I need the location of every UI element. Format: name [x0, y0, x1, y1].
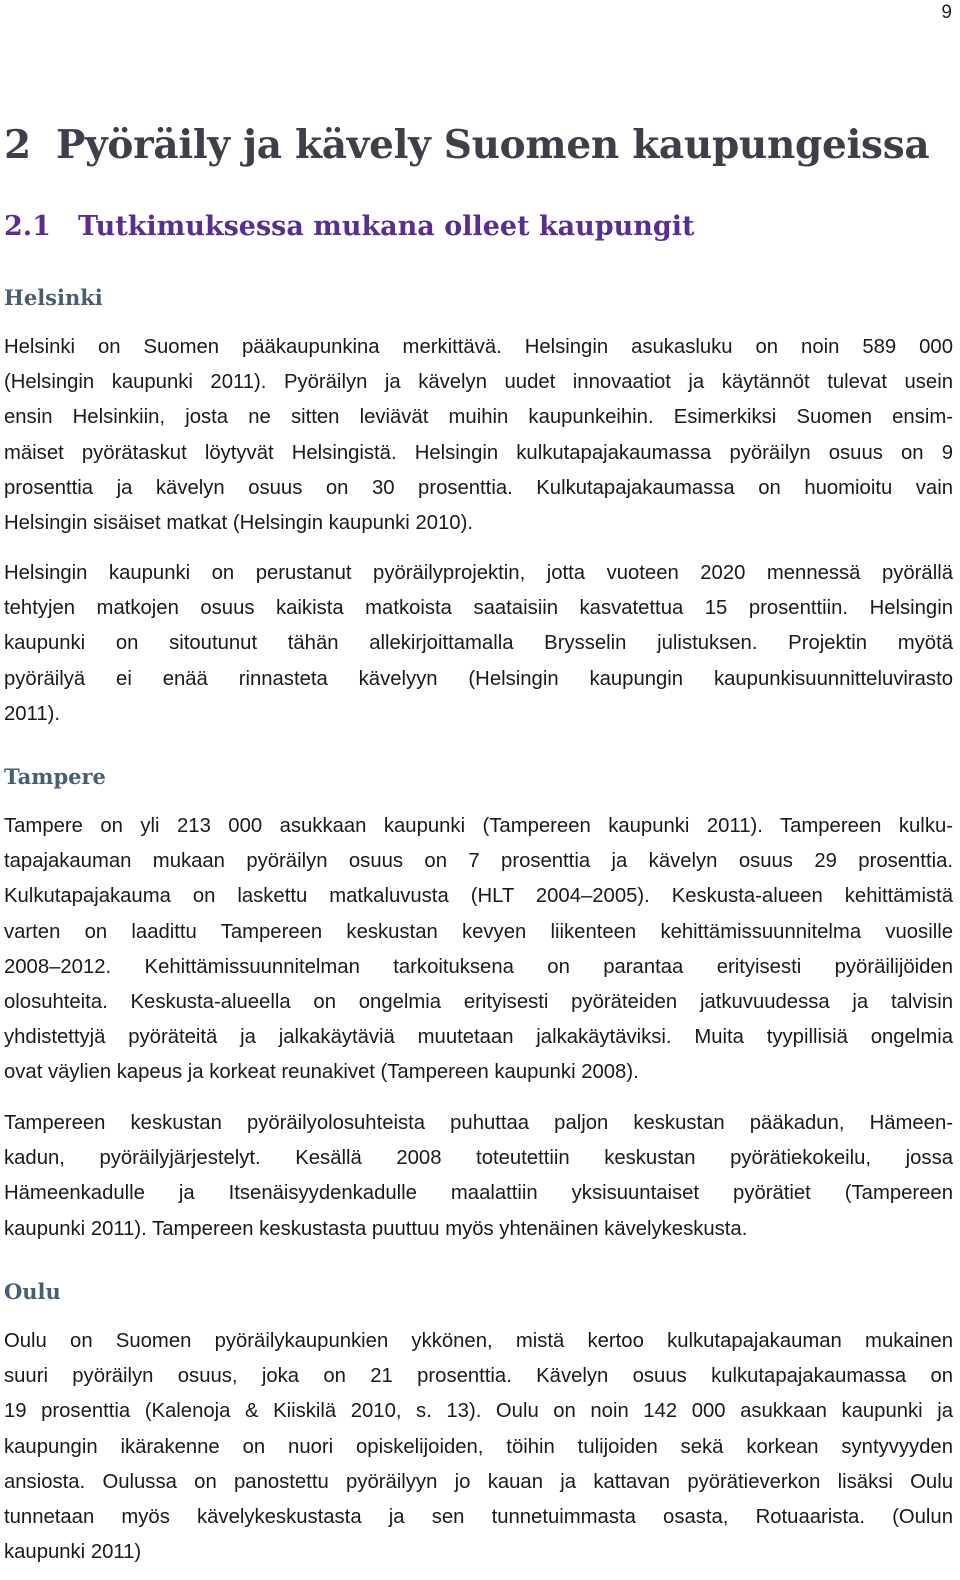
chapter-number: 2 [4, 122, 31, 168]
tampere-paragraph-2 [4, 1106, 953, 1247]
text-line: varten on laadittu Tampereen keskustan kevyen liikenteen kehittämissuunnitelma vuosille [4, 920, 953, 943]
oulu-heading: Oulu [4, 1279, 61, 1304]
text-line: olosuhteita. Keskusta-alueella on ongelmia erityisesti pyöräteiden jatkuvuudessa ja talvisin [4, 991, 953, 1014]
text-line: (Helsingin kaupunki 2011). Pyöräilyn ja kävelyn uudet innovaatiot ja käytännöt tulevat usein [4, 371, 953, 394]
section-heading [4, 211, 695, 242]
text-line: suuri pyöräilyn osuus, joka on 21 prosenttia. Kävelyn osuus kulkutapajakaumassa on [4, 1365, 953, 1388]
text-line: Kulkutapajakauma on laskettu matkaluvusta (HLT 2004–2005). Keskusta-alueen kehittämistä [4, 885, 953, 908]
helsinki-heading: Helsinki [4, 285, 103, 310]
chapter-title: Pyöräily ja kävely Suomen kaupungeissa [56, 122, 930, 168]
text-line: kaupungin ikärakenne on nuori opiskelijoiden, töihin tulijoiden sekä korkean syntyvyyden [4, 1435, 953, 1458]
text-line: kaupunki 2011) [4, 1541, 142, 1564]
text-line: yhdistettyjä pyöräteitä ja jalkakäytäviä muutetaan jalkakäytäviksi. Muita tyypillisiä ongelmia [4, 1026, 953, 1049]
text-line: Helsingin kaupunki on perustanut pyöräilyprojektin, jotta vuoteen 2020 mennessä pyörällä [4, 562, 953, 584]
text-line: Tampere on yli 213 000 asukkaan kaupunki (Tampereen kaupunki 2011). Tampereen kulku- [4, 815, 953, 837]
tampere-heading: Tampere [4, 764, 106, 789]
text-line: tapajakauman mukaan pyöräilyn osuus on 7 prosenttia ja kävelyn osuus 29 prosenttia. [4, 850, 953, 873]
helsinki-paragraph-2 [4, 556, 953, 732]
text-line: Helsingin sisäiset matkat (Helsingin kaupunki 2010). [4, 512, 473, 535]
text-line: 2008–2012. Kehittämissuunnitelman tarkoituksena on parantaa erityisesti pyöräilijöiden [4, 955, 953, 978]
chapter-heading [4, 122, 929, 168]
section-title: Tutkimuksessa mukana olleet kaupungit [78, 211, 695, 242]
text-line: 2011). [4, 702, 61, 725]
text-line: tunnetaan myös kävelykeskustasta ja sen tunnetuimmasta osasta, Rotuaarista. (Oulun [4, 1506, 953, 1529]
text-line: pyöräilyä ei enää rinnasteta kävelyyn (Helsingin kaupungin kaupunkisuunnitteluvirasto [4, 667, 953, 690]
helsinki-paragraph-1 [4, 330, 953, 541]
text-line: ansiosta. Oulussa on panostettu pyöräilyyn jo kauan ja kattavan pyörätieverkon lisäksi Oulu [4, 1470, 953, 1493]
text-line: kadun, pyöräilyjärjestelyt. Kesällä 2008 toteutettiin keskustan pyörätiekokeilu, jossa [4, 1147, 953, 1170]
text-line: ovat väylien kapeus ja korkeat reunakivet (Tampereen kaupunki 2008). [4, 1061, 639, 1084]
page-number: 9 [941, 2, 952, 23]
text-line: tehtyjen matkojen osuus kaikista matkoista saataisiin kasvatettua 15 prosenttiin. Helsingin [4, 597, 953, 620]
text-line: 19 prosenttia (Kalenoja & Kiiskilä 2010, s. 13). Oulu on noin 142 000 asukkaan kaupunki ja [4, 1400, 953, 1423]
text-line: ensin Helsinkiin, josta ne sitten leviävät muihin kaupunkeihin. Esimerkiksi Suomen ensim- [4, 406, 953, 429]
text-line: Tampereen keskustan pyöräilyolosuhteista puhuttaa paljon keskustan pääkadun, Hämeen- [4, 1112, 953, 1134]
text-line: Oulu on Suomen pyöräilykaupunkien ykkönen, mistä kertoo kulkutapajakauman mukainen [4, 1330, 953, 1352]
text-line: prosenttia ja kävelyn osuus on 30 prosenttia. Kulkutapajakaumassa on huomioitu vain [4, 476, 953, 499]
text-line: mäiset pyörätaskut löytyvät Helsingistä. Helsingin kulkutapajakaumassa pyöräilyn osuus on 9 [4, 441, 953, 464]
text-line: Hämeenkadulle ja Itsenäisyydenkadulle maalattiin yksisuuntaiset pyörätiet (Tampereen [4, 1182, 953, 1205]
oulu-paragraph-1 [4, 1324, 953, 1570]
section-number: 2.1 [4, 211, 51, 242]
text-line: Helsinki on Suomen pääkaupunkina merkittävä. Helsingin asukasluku on noin 589 000 [4, 336, 953, 358]
text-line: kaupunki 2011). Tampereen keskustasta puuttuu myös yhtenäinen kävelykeskusta. [4, 1217, 748, 1240]
tampere-paragraph-1 [4, 809, 953, 1091]
text-line: kaupunki on sitoutunut tähän allekirjoittamalla Brysselin julistuksen. Projektin myötä [4, 632, 953, 655]
